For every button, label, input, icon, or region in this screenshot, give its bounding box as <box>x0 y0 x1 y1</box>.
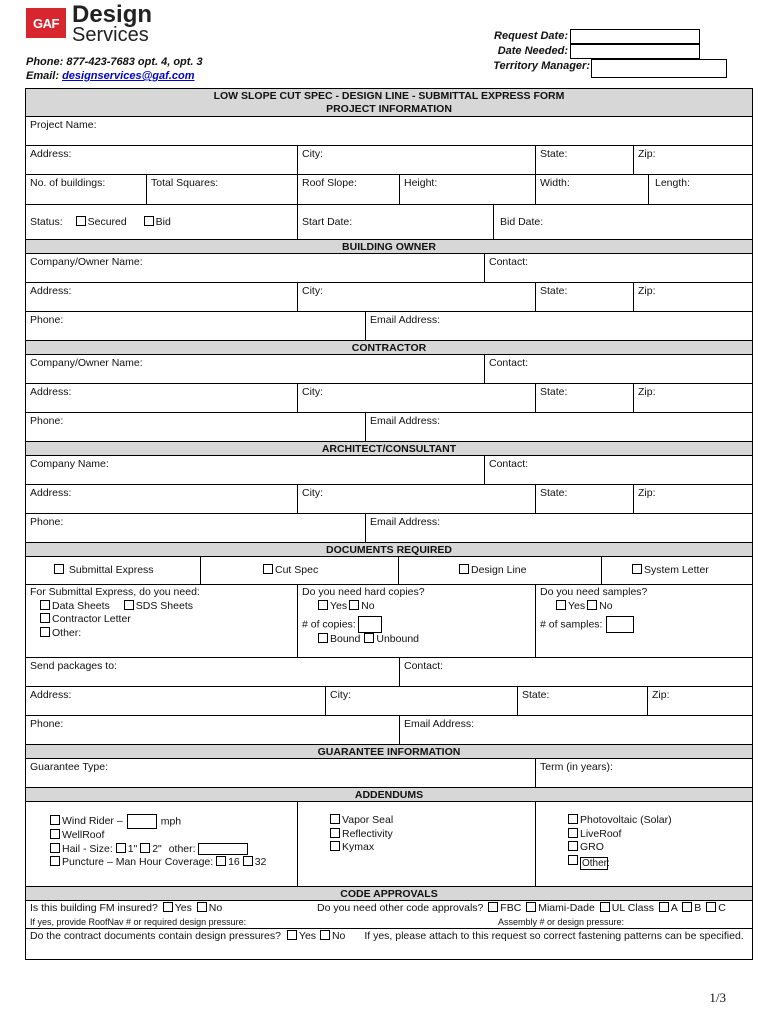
architect-address-field[interactable]: Address: <box>30 487 72 499</box>
document-options-row <box>26 585 752 658</box>
length-field[interactable]: Length: <box>648 175 752 204</box>
owner-city-field[interactable]: City: <box>297 283 535 311</box>
design-pressures-field: Do the contract documents contain design pressures? Yes No If yes, please attach to this request so correct fastening patterns can be specified. <box>30 930 744 942</box>
fm-yes-checkbox[interactable]: Yes <box>163 902 192 914</box>
architect-contact-field[interactable]: Contact: <box>484 456 752 484</box>
owner-phone-field[interactable]: Phone: <box>30 314 64 326</box>
addendums-heading: ADDENDUMS <box>26 788 752 802</box>
logo-services-text: Services <box>72 24 149 46</box>
date-needed-label: Date Needed: <box>497 45 568 57</box>
request-date-label: Request Date: <box>494 30 568 42</box>
send-address-row <box>26 687 752 716</box>
addendums-col-2 <box>297 802 535 886</box>
project-info-heading: PROJECT INFORMATION <box>326 103 452 115</box>
send-state-field[interactable]: State: <box>517 687 647 715</box>
code-approvals-field: Is this building FM insured? Yes No Do you need other code approvals? FBC Miami-Dade UL Class A B C If yes, provide RoofNav # or required design pressure: Assembly # or design pressure: <box>26 901 752 928</box>
architect-phone-field[interactable]: Phone: <box>30 516 64 528</box>
roof-slope-field[interactable]: Roof Slope: <box>297 175 399 204</box>
fm-no-checkbox[interactable]: No <box>197 902 222 914</box>
project-status-row <box>26 205 752 240</box>
form-title-bar <box>26 89 752 117</box>
pressures-yes-checkbox[interactable]: Yes <box>287 930 316 942</box>
contractor-phone-row <box>26 413 752 442</box>
code-approvals-row <box>26 901 752 929</box>
architect-zip-field[interactable]: Zip: <box>633 485 752 513</box>
submittal-express-checkbox[interactable]: Submittal Express <box>26 557 200 584</box>
wind-mph-input[interactable] <box>127 814 157 829</box>
project-address-field[interactable]: Address: <box>30 148 72 160</box>
puncture-checkbox[interactable]: Puncture – Man Hour Coverage: <box>50 856 213 868</box>
send-packages-field[interactable]: Send packages to: <box>30 660 117 672</box>
hail-1-checkbox[interactable]: 1" <box>116 843 138 855</box>
contractor-state-field[interactable]: State: <box>535 384 633 412</box>
samples-count-input[interactable] <box>606 616 634 633</box>
architect-company-row <box>26 456 752 485</box>
document-type-row <box>26 557 752 585</box>
bound-checkbox[interactable]: Bound <box>318 633 360 645</box>
addendums-col-1: Wind Rider – mph WellRoof Hail - Size: 1" 2" other: Puncture – Man Hour Coverage: 16 32 <box>26 802 297 886</box>
owner-zip-field[interactable]: Zip: <box>633 283 752 311</box>
territory-manager-input[interactable] <box>591 59 727 78</box>
contractor-address-field[interactable]: Address: <box>30 386 72 398</box>
hard-copies-options: Do you need hard copies? Yes No # of copies: Bound Unbound <box>297 585 535 657</box>
buildings-field[interactable]: No. of buildings: <box>30 177 106 189</box>
form-title: LOW SLOPE CUT SPEC - DESIGN LINE - SUBMITTAL EXPRESS FORM <box>213 90 565 102</box>
owner-company-row <box>26 254 752 283</box>
documents-heading: DOCUMENTS REQUIRED <box>26 543 752 557</box>
owner-state-field[interactable]: State: <box>535 283 633 311</box>
contractor-company-row <box>26 355 752 384</box>
architect-email-field[interactable]: Email Address: <box>365 514 752 542</box>
class-a-checkbox[interactable]: A <box>659 902 677 914</box>
miami-dade-checkbox[interactable]: Miami-Dade <box>526 902 595 914</box>
secured-checkbox[interactable]: Secured <box>76 216 127 228</box>
express-form <box>25 88 753 960</box>
building-owner-heading: BUILDING OWNER <box>26 240 752 254</box>
copies-count-input[interactable] <box>358 616 382 633</box>
contractor-address-row <box>26 384 752 413</box>
total-squares-field[interactable]: Total Squares: <box>146 175 297 204</box>
project-name-row[interactable] <box>26 117 752 146</box>
class-b-checkbox[interactable]: B <box>682 902 701 914</box>
status-field: Status: Secured Bid <box>30 216 171 228</box>
attach-note: If yes, please attach to this request so correct fastening patterns can be specified. <box>364 930 744 942</box>
reflectivity-checkbox[interactable]: Reflectivity <box>330 828 531 842</box>
architect-address-row <box>26 485 752 514</box>
contractor-phone-field[interactable]: Phone: <box>30 415 64 427</box>
hard-copies-no-checkbox[interactable]: No <box>349 600 374 612</box>
send-city-field[interactable]: City: <box>325 687 517 715</box>
wellroof-checkbox[interactable]: WellRoof <box>50 829 293 843</box>
guarantee-heading: GUARANTEE INFORMATION <box>26 745 752 759</box>
bid-checkbox[interactable]: Bid <box>144 216 171 228</box>
unbound-checkbox[interactable]: Unbound <box>364 633 419 645</box>
territory-manager-label: Territory Manager: <box>493 60 590 72</box>
send-phone-row <box>26 716 752 745</box>
gro-checkbox[interactable]: GRO <box>568 841 748 855</box>
owner-phone-row <box>26 312 752 341</box>
addendums-col-3 <box>535 802 752 886</box>
start-date-field[interactable]: Start Date: <box>297 205 493 239</box>
contractor-city-field[interactable]: City: <box>297 384 535 412</box>
send-email-field[interactable]: Email Address: <box>399 716 752 744</box>
owner-address-field[interactable]: Address: <box>30 285 72 297</box>
contractor-letter-checkbox[interactable]: Contractor Letter <box>30 613 293 627</box>
architect-city-field[interactable]: City: <box>297 485 535 513</box>
guarantee-row <box>26 759 752 788</box>
contractor-company-field[interactable]: Company/Owner Name: <box>30 357 143 369</box>
puncture-16-checkbox[interactable]: 16 <box>216 856 240 868</box>
project-name-field[interactable] <box>26 117 752 145</box>
page-number: 1/3 <box>709 990 726 1005</box>
logo-design-text: Design <box>72 1 153 28</box>
guarantee-type-field[interactable]: Guarantee Type: <box>30 761 109 773</box>
send-zip-field[interactable]: Zip: <box>647 687 752 715</box>
contractor-zip-field[interactable]: Zip: <box>633 384 752 412</box>
contractor-email-field[interactable]: Email Address: <box>365 413 752 441</box>
project-name-label: Project Name: <box>30 119 97 131</box>
send-address-field[interactable]: Address: <box>30 689 72 701</box>
design-line-checkbox[interactable]: Design Line <box>398 557 601 584</box>
send-phone-field[interactable]: Phone: <box>30 718 64 730</box>
project-city-field[interactable]: City: <box>297 146 535 174</box>
system-letter-checkbox[interactable]: System Letter <box>601 557 752 584</box>
other-docs-checkbox[interactable]: Other: <box>30 627 293 641</box>
wind-rider-checkbox[interactable]: Wind Rider – <box>50 815 123 827</box>
project-state-field[interactable]: State: <box>535 146 633 174</box>
sds-sheets-checkbox[interactable]: SDS Sheets <box>124 600 193 612</box>
addendum-other-checkbox[interactable]: Other: <box>568 855 608 867</box>
liveroof-checkbox[interactable]: LiveRoof <box>568 828 748 842</box>
email-link[interactable]: designservices@gaf.com <box>62 70 195 82</box>
submittal-options: For Submittal Express, do you need: Data Sheets SDS Sheets Contractor Letter Other: <box>26 585 297 657</box>
hail-other-input[interactable] <box>198 843 248 855</box>
fbc-checkbox[interactable]: FBC <box>488 902 521 914</box>
architect-heading: ARCHITECT/CONSULTANT <box>26 442 752 456</box>
height-field[interactable]: Height: <box>399 175 535 204</box>
hail-checkbox[interactable]: Hail - Size: <box>50 843 113 855</box>
assembly-label: Assembly # or design pressure: <box>498 916 625 927</box>
pressures-no-checkbox[interactable]: No <box>320 930 345 942</box>
code-approvals-heading: CODE APPROVALS <box>26 887 752 901</box>
email-line: Email: designservices@gaf.com <box>26 70 195 82</box>
send-packages-row <box>26 658 752 687</box>
kymax-checkbox[interactable]: Kymax <box>330 841 531 855</box>
send-contact-field[interactable]: Contact: <box>399 658 752 686</box>
architect-phone-row <box>26 514 752 543</box>
owner-email-field[interactable]: Email Address: <box>365 312 752 340</box>
samples-no-checkbox[interactable]: No <box>587 600 612 612</box>
owner-address-row <box>26 283 752 312</box>
project-zip-field[interactable]: Zip: <box>633 146 752 174</box>
ul-class-checkbox[interactable]: UL Class <box>600 902 654 914</box>
photovoltaic-checkbox[interactable]: Photovoltaic (Solar) <box>568 814 748 828</box>
phone-text: Phone: 877-423-7683 opt. 4, opt. 3 <box>26 56 203 68</box>
design-pressures-row <box>26 929 752 959</box>
date-needed-input[interactable] <box>570 44 700 59</box>
request-date-input[interactable] <box>570 29 700 44</box>
samples-yes-checkbox[interactable]: Yes <box>556 600 585 612</box>
puncture-32-checkbox[interactable]: 32 <box>243 856 267 868</box>
bid-date-field[interactable]: Bid Date: <box>493 205 752 239</box>
samples-options: Do you need samples? Yes No # of samples: <box>535 585 752 657</box>
addendums-row <box>26 802 752 887</box>
width-field[interactable]: Width: <box>535 175 648 204</box>
roofnav-label: If yes, provide RoofNav # or required design pressure: <box>30 916 247 927</box>
project-address-row <box>26 146 752 175</box>
gaf-logo-mark: GAF <box>26 8 66 38</box>
contractor-heading: CONTRACTOR <box>26 341 752 355</box>
architect-state-field[interactable]: State: <box>535 485 633 513</box>
project-size-row <box>26 175 752 205</box>
class-c-checkbox[interactable]: C <box>706 902 726 914</box>
data-sheets-checkbox[interactable]: Data Sheets <box>40 600 110 612</box>
contractor-contact-field[interactable]: Contact: <box>484 355 752 383</box>
owner-contact-field[interactable]: Contact: <box>484 254 752 282</box>
architect-company-field[interactable]: Company Name: <box>30 458 109 470</box>
hard-copies-yes-checkbox[interactable]: Yes <box>318 600 347 612</box>
cut-spec-checkbox[interactable]: Cut Spec <box>200 557 398 584</box>
guarantee-term-field[interactable]: Term (in years): <box>535 759 752 787</box>
vapor-seal-checkbox[interactable]: Vapor Seal <box>330 814 531 828</box>
owner-company-field[interactable]: Company/Owner Name: <box>30 256 143 268</box>
hail-2-checkbox[interactable]: 2" <box>140 843 162 855</box>
